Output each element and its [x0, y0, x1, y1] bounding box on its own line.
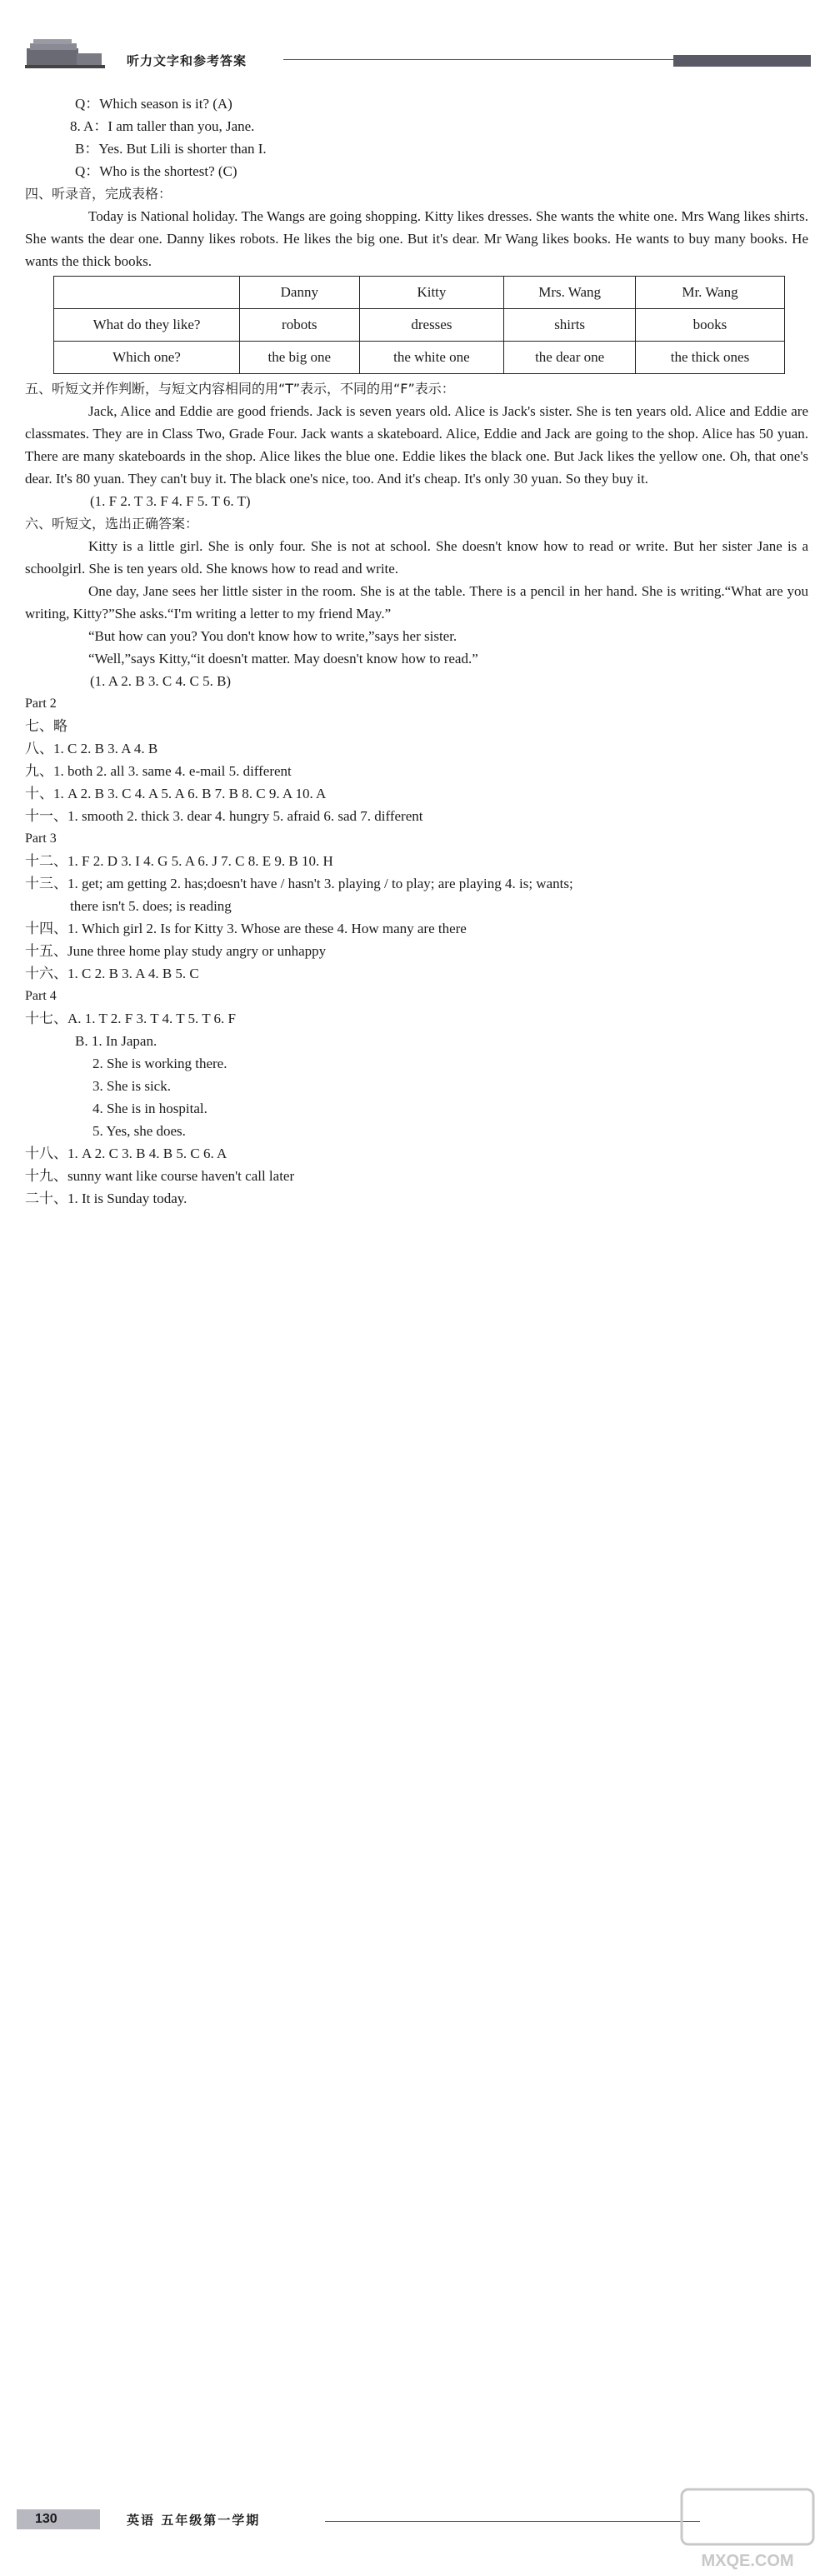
answer-table [53, 276, 785, 374]
section-heading: 四、听录音，完成表格： [25, 186, 172, 202]
answer-line: B. 1. In Japan. [75, 1033, 158, 1049]
section-heading: 五、听短文并作判断，与短文内容相同的用“T”表示，不同的用“F”表示： [25, 381, 455, 397]
header-title: 听力文字和参考答案 [127, 53, 248, 68]
page-header [0, 0, 830, 79]
page-footer [0, 1250, 830, 2570]
page-number-bar [17, 2509, 100, 2529]
answer-line: 二十、1. It is Sunday today. [25, 1191, 188, 1206]
footer-title: 英语 五年级第一学期 [127, 2513, 261, 2528]
header-rule [283, 59, 675, 60]
table-cell: the big one [240, 342, 360, 374]
table-cell: the thick ones [635, 342, 784, 374]
table-cell: Mrs. Wang [504, 277, 636, 309]
part-heading: Part 2 [25, 696, 57, 711]
answer-line: 4. She is in hospital. [92, 1101, 208, 1116]
table-row [54, 342, 785, 374]
answer-line: 十四、1. Which girl 2. Is for Kitty 3. Whose are these 4. How many are there [25, 921, 467, 936]
answer-line: 十三、1. get; am getting 2. has;doesn't have / hasn't 3. playing / to play; are playing 4. is; wants; [25, 876, 573, 891]
page-number: 130 [35, 2512, 58, 2526]
answer-line: 八、1. C 2. B 3. A 4. B [25, 741, 158, 756]
part-heading: Part 3 [25, 831, 57, 846]
passage: Kitty is a little girl. She is only four. She is not at school. She doesn't know how to read or write. But her sister Jane is a schoolgirl. She is ten years old. She knows how to read and write. [25, 538, 808, 577]
passage: One day, Jane sees her little sister in the room. She is at the table. There is a pencil in her hand. She is writing.“What are you writing, Kitty?”She asks.“I'm writing a letter to my friend May.” [25, 583, 808, 622]
answer-line: 十五、June three home play study angry or unhappy [25, 943, 327, 959]
table-cell: Danny [240, 277, 360, 309]
table-cell: dresses [359, 309, 504, 342]
table-row [54, 309, 785, 342]
answer-line: 十九、sunny want like course haven't call later [25, 1168, 295, 1184]
text-line: B：Yes. But Lili is shorter than I. [75, 141, 267, 157]
answer-line: 七、略 [25, 718, 68, 734]
text-line: 8. A：I am taller than you, Jane. [70, 118, 255, 134]
answer-line: 十、1. A 2. B 3. C 4. A 5. A 6. B 7. B 8. C 9. A 10. A [25, 786, 327, 801]
table-cell: Mr. Wang [635, 277, 784, 309]
footer-rule [325, 2521, 700, 2522]
table-cell: books [635, 309, 784, 342]
passage: “But how can you? You don't know how to write,”says her sister. [88, 628, 458, 644]
header-bar [673, 55, 811, 67]
text-line: Q：Which season is it? (A) [75, 96, 232, 112]
table-cell: robots [240, 309, 360, 342]
answer-line: 十六、1. C 2. B 3. A 4. B 5. C [25, 966, 199, 981]
table-cell [54, 277, 240, 309]
table-cell: Which one? [54, 342, 240, 374]
table-cell: shirts [504, 309, 636, 342]
passage: “Well,”says Kitty,“it doesn't matter. May doesn't know how to read.” [88, 651, 478, 666]
answer-line: 九、1. both 2. all 3. same 4. e-mail 5. different [25, 763, 292, 779]
part-heading: Part 4 [25, 989, 57, 1003]
table-cell: Kitty [359, 277, 504, 309]
answer-line: 十七、A. 1. T 2. F 3. T 4. T 5. T 6. F [25, 1011, 237, 1026]
text-line: Q：Who is the shortest? (C) [75, 163, 238, 179]
answer-line: 十一、1. smooth 2. thick 3. dear 4. hungry 5. afraid 6. sad 7. different [25, 808, 423, 824]
watermark-logo-icon [677, 2484, 818, 2576]
watermark-text: MXQE.COM [701, 2552, 794, 2570]
answer-line: 十二、1. F 2. D 3. I 4. G 5. A 6. J 7. C 8. E 9. B 10. H [25, 853, 333, 869]
answer-line: (1. F 2. T 3. F 4. F 5. T 6. T) [90, 493, 251, 509]
answer-line: 十八、1. A 2. C 3. B 4. B 5. C 6. A [25, 1146, 228, 1161]
passage: Today is National holiday. The Wangs are going shopping. Kitty likes dresses. She wants the white one. Mrs Wang likes shirts. She wants the dear one. Danny likes robots. He likes the big one. But it's dear. Mr Wang likes books. He wants to buy many books. He wants the thick books. [25, 208, 808, 269]
section-heading: 六、听短文，选出正确答案： [25, 516, 199, 532]
answer-line: 2. She is working there. [92, 1056, 228, 1071]
table-row [54, 277, 785, 309]
answer-line: 5. Yes, she does. [92, 1123, 186, 1139]
books-icon [23, 37, 107, 72]
table-cell: the dear one [504, 342, 636, 374]
answer-line: there isn't 5. does; is reading [70, 898, 232, 914]
passage: Jack, Alice and Eddie are good friends. Jack is seven years old. Alice is Jack's sister. She is ten years old. Alice and Eddie are classmates. They are in Class Two, Grade Four. Jack wants a skateboard. Alice, Eddie and Jack are going to the shop. Alice has 50 yuan. There are many skateboards in the shop. Alice likes the blue one. Eddie likes the black one. But Jack likes the yellow one. Oh, that one's dear. It's 80 yuan. They can't buy it. The black one's nice, too. And it's cheap. It's only 30 yuan. So they buy it. [25, 403, 808, 487]
answer-line: 3. She is sick. [92, 1078, 171, 1094]
answer-line: (1. A 2. B 3. C 4. C 5. B) [90, 673, 232, 689]
table-cell: What do they like? [54, 309, 240, 342]
page-content [25, 92, 808, 1210]
table-cell: the white one [359, 342, 504, 374]
